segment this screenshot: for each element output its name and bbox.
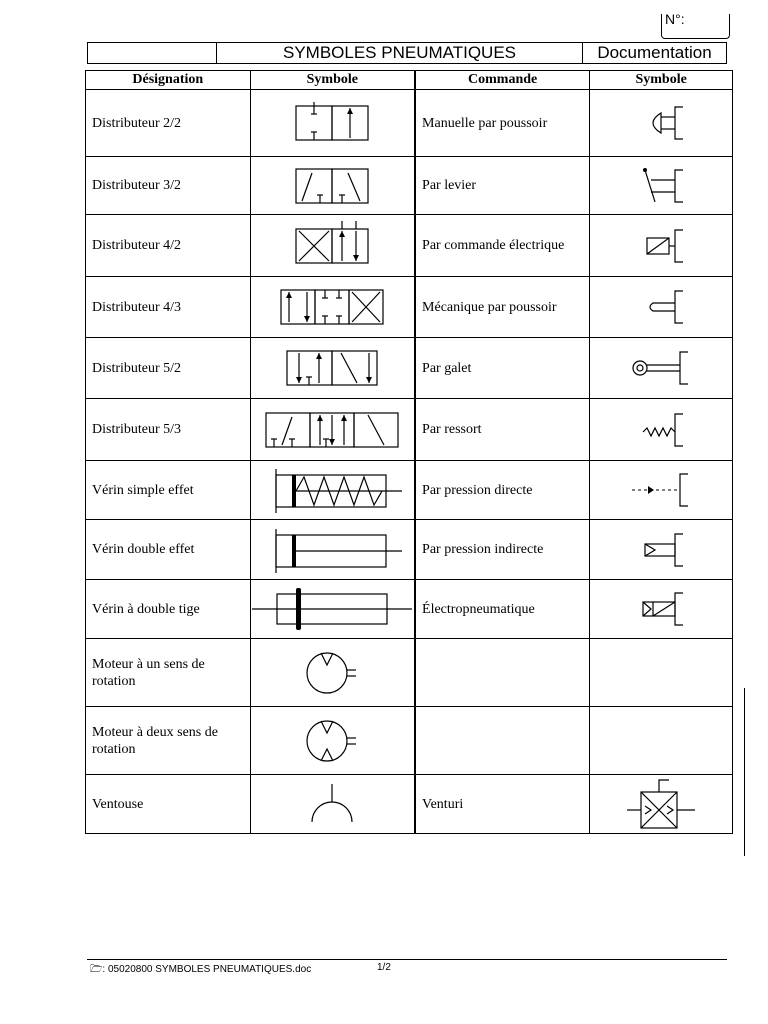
component-symbol xyxy=(250,707,415,775)
component-symbol xyxy=(250,461,415,520)
designation-cell: Distributeur 5/2 xyxy=(86,338,251,399)
component-symbol xyxy=(250,215,415,277)
table-row xyxy=(86,639,733,707)
symbols-table xyxy=(85,70,733,834)
component-symbol xyxy=(250,399,415,461)
command-symbol xyxy=(590,461,733,520)
commande-cell: Par ressort xyxy=(415,399,590,461)
command-symbol xyxy=(590,215,733,277)
commande-cell: Électropneumatique xyxy=(415,580,590,639)
table-row xyxy=(86,461,733,520)
command-symbol xyxy=(590,399,733,461)
designation-cell: Distributeur 3/2 xyxy=(86,157,251,215)
number-box: N°: xyxy=(661,14,730,39)
doc-type: Documentation xyxy=(597,43,712,62)
page-edge-mark xyxy=(744,688,768,856)
commande-cell xyxy=(415,639,590,707)
command-symbol xyxy=(590,580,733,639)
table-row xyxy=(86,775,733,834)
command-symbol xyxy=(590,338,733,399)
page-title: SYMBOLES PNEUMATIQUES xyxy=(217,43,583,63)
table-row xyxy=(86,520,733,580)
component-symbol xyxy=(250,90,415,157)
command-symbol xyxy=(590,639,733,707)
component-symbol xyxy=(250,338,415,399)
commande-cell xyxy=(415,707,590,775)
command-symbol xyxy=(590,707,733,775)
commande-cell: Mécanique par poussoir xyxy=(415,277,590,338)
designation-cell: Moteur à un sens de rotation xyxy=(86,639,251,707)
footer-filename xyxy=(90,962,311,979)
commande-cell: Par commande électrique xyxy=(415,215,590,277)
header-designation: Désignation xyxy=(86,71,251,90)
designation-cell: Moteur à deux sens de rotation xyxy=(86,707,251,775)
table-header xyxy=(86,71,733,90)
component-symbol xyxy=(250,277,415,338)
command-symbol xyxy=(590,520,733,580)
footer-rule xyxy=(87,959,727,960)
designation-cell: Distributeur 2/2 xyxy=(86,90,251,157)
footer-filename-text: : 05020800 SYMBOLES PNEUMATIQUES.doc xyxy=(102,964,312,975)
table-row xyxy=(86,707,733,775)
component-symbol xyxy=(250,157,415,215)
commande-cell: Par pression indirecte xyxy=(415,520,590,580)
designation-cell: Ventouse xyxy=(86,775,251,834)
header-symbole: Symbole xyxy=(250,71,415,90)
command-symbol xyxy=(590,90,733,157)
table-row xyxy=(86,90,733,157)
designation-cell: Vérin simple effet xyxy=(86,461,251,520)
page-number: 1/2 xyxy=(377,962,391,973)
designation-cell: Distributeur 5/3 xyxy=(86,399,251,461)
folder-icon: 🗁 xyxy=(90,964,103,975)
designation-cell: Distributeur 4/2 xyxy=(86,215,251,277)
commande-cell: Par galet xyxy=(415,338,590,399)
header-commande: Commande xyxy=(415,71,590,90)
component-symbol xyxy=(250,639,415,707)
header-symbole-2: Symbole xyxy=(590,71,733,90)
table-row xyxy=(86,580,733,639)
commande-cell: Par levier xyxy=(415,157,590,215)
title-blank-cell xyxy=(88,43,217,63)
commande-cell: Manuelle par poussoir xyxy=(415,90,590,157)
table-row xyxy=(86,338,733,399)
table-row xyxy=(86,215,733,277)
commande-cell: Par pression directe xyxy=(415,461,590,520)
command-symbol xyxy=(590,157,733,215)
designation-cell: Distributeur 4/3 xyxy=(86,277,251,338)
designation-cell: Vérin double effet xyxy=(86,520,251,580)
table-row xyxy=(86,277,733,338)
command-symbol xyxy=(590,775,733,834)
title-bar xyxy=(87,42,727,64)
commande-cell: Venturi xyxy=(415,775,590,834)
command-symbol xyxy=(590,277,733,338)
component-symbol xyxy=(250,580,415,639)
table-row xyxy=(86,157,733,215)
table-row xyxy=(86,399,733,461)
designation-cell: Vérin à double tige xyxy=(86,580,251,639)
component-symbol xyxy=(250,520,415,580)
component-symbol xyxy=(250,775,415,834)
